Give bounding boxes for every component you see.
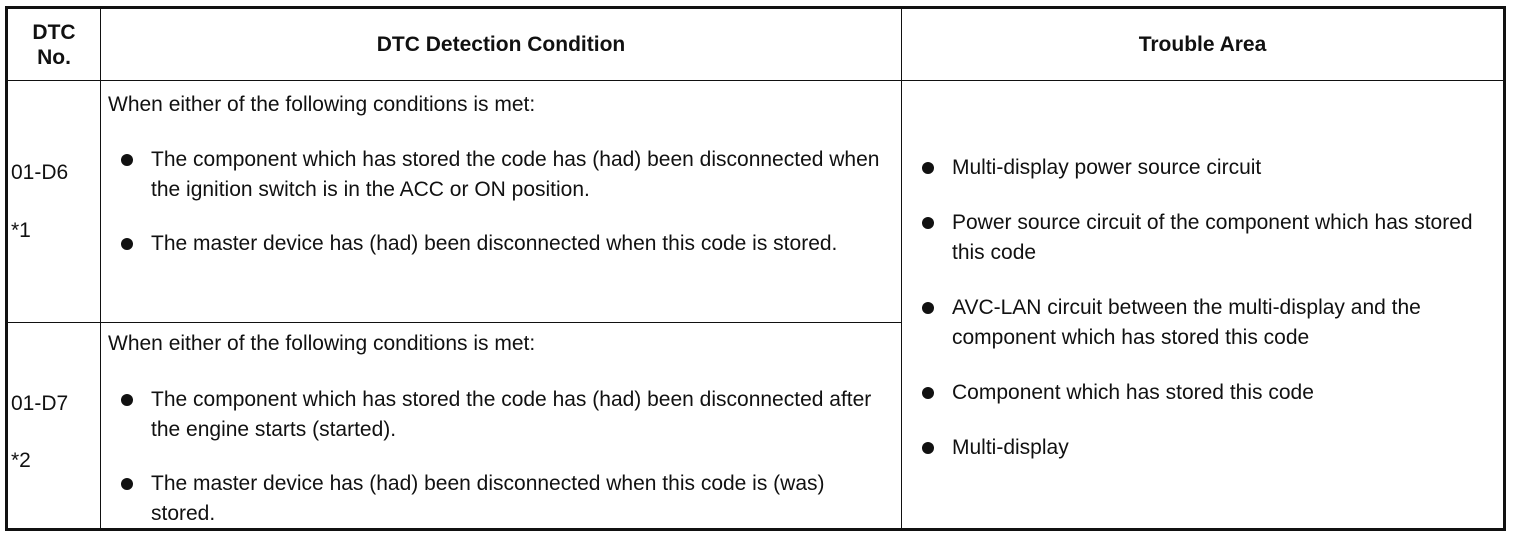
list-item: Multi-display — [902, 433, 1502, 463]
condition-list — [101, 145, 893, 259]
dtc-note: *1 — [11, 219, 31, 242]
bullet-icon — [922, 217, 934, 229]
list-item: The component which has stored the code has (had) been disconnected when the ignition switch is in the ACC or ON position. — [101, 145, 893, 205]
header-trouble-area: Trouble Area — [1138, 33, 1267, 56]
trouble-area-cell — [902, 81, 1503, 528]
bullet-icon — [121, 154, 133, 166]
list-item: The master device has (had) been disconnected when this code is stored. — [101, 229, 893, 259]
bullet-icon — [121, 394, 133, 406]
bullet-icon — [922, 387, 934, 399]
dtc-table — [5, 6, 1506, 531]
list-item: Power source circuit of the component which has stored this code — [902, 208, 1502, 268]
list-item: AVC-LAN circuit between the multi-display and the component which has stored this code — [902, 293, 1502, 353]
bullet-icon — [121, 238, 133, 250]
bullet-icon — [922, 302, 934, 314]
condition-cell — [101, 81, 901, 322]
list-item: The master device has (had) been disconnected when this code is (was) stored. — [101, 469, 893, 529]
bullet-icon — [922, 442, 934, 454]
header-dtc-no: DTC No. — [32, 20, 76, 69]
condition-list — [101, 385, 893, 529]
condition-lead: When either of the following conditions is met: — [108, 332, 536, 355]
header-detection-condition: DTC Detection Condition — [376, 33, 626, 56]
list-item: The component which has stored the code has (had) been disconnected after the engine starts (started). — [101, 385, 893, 445]
dtc-code: 01-D7 — [11, 392, 69, 415]
bullet-icon — [121, 478, 133, 490]
bullet-icon — [922, 162, 934, 174]
list-item: Multi-display power source circuit — [902, 153, 1502, 183]
condition-lead: When either of the following conditions is met: — [108, 93, 536, 116]
condition-cell — [101, 323, 901, 528]
dtc-code: 01-D6 — [11, 161, 69, 184]
list-item: Component which has stored this code — [902, 378, 1502, 408]
trouble-area-list — [902, 153, 1502, 463]
dtc-note: *2 — [11, 449, 31, 472]
